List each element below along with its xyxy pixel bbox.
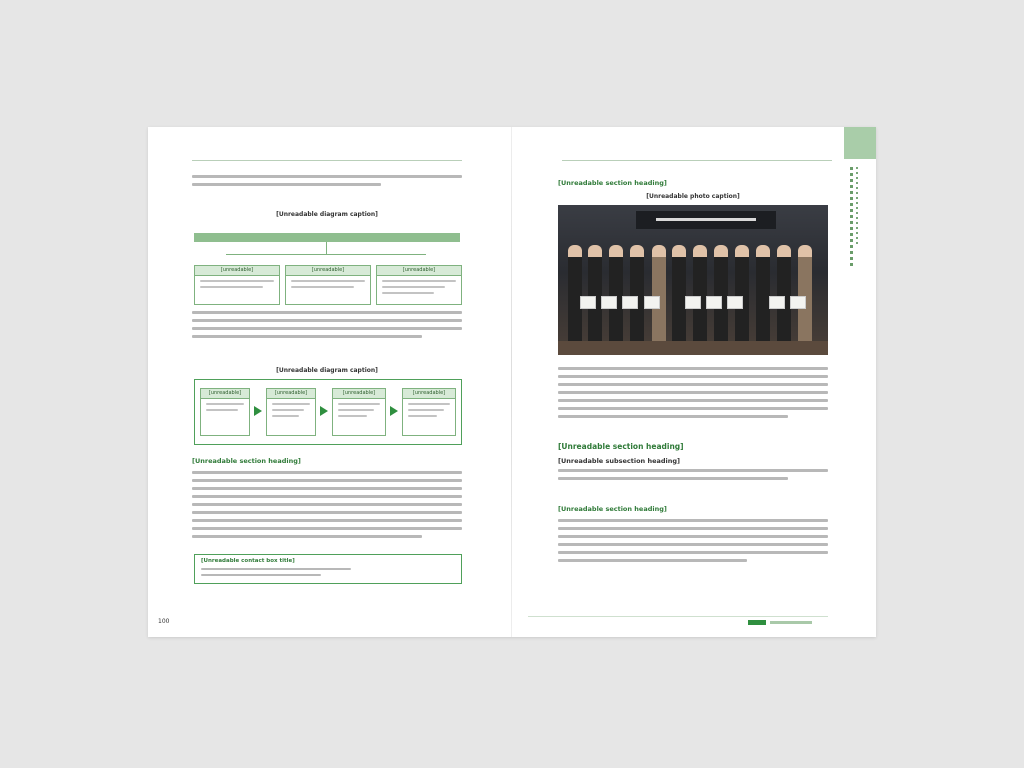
chapter-tab-label — [850, 167, 853, 267]
org-box-3 — [376, 265, 462, 305]
right-body-paragraph-1 — [558, 367, 828, 423]
top-rule — [192, 160, 462, 161]
subsection-heading: [Unreadable subsection heading] — [558, 457, 680, 465]
org-top-bar — [194, 233, 460, 242]
org-connector — [326, 242, 327, 254]
right-body-paragraph-2 — [558, 469, 828, 485]
section-heading-1: [Unreadable section heading] — [558, 179, 667, 187]
org-box-1 — [194, 265, 280, 305]
process-step-2 — [266, 388, 316, 436]
contact-title: [Unreadable contact box title] — [201, 558, 295, 564]
diagram-2-caption: [Unreadable diagram caption] — [276, 367, 378, 374]
diagram-1-caption: [Unreadable diagram caption] — [276, 211, 378, 218]
process-step-title: [unreadable] — [333, 389, 385, 399]
top-rule — [562, 160, 832, 161]
arrow-right-icon — [254, 406, 262, 416]
process-step-title: [unreadable] — [403, 389, 455, 399]
org-box-title: [unreadable] — [286, 266, 370, 276]
body-paragraph-1 — [192, 311, 462, 343]
footer-rule — [528, 616, 828, 617]
section-heading-3: [Unreadable section heading] — [558, 505, 667, 513]
page-number-left: 100 — [158, 618, 170, 625]
right-body-paragraph-3 — [558, 519, 828, 567]
footer-title — [770, 621, 812, 624]
body-paragraph-2 — [192, 471, 462, 543]
left-page — [148, 127, 511, 637]
process-step-title: [unreadable] — [267, 389, 315, 399]
group-photo — [558, 205, 828, 355]
chapter-tab-marker — [844, 127, 876, 159]
footer-logo — [748, 620, 766, 625]
intro-paragraph — [192, 175, 462, 191]
chapter-tab-sublabel — [856, 167, 858, 247]
chapter-side-tab — [844, 127, 876, 637]
process-step-4 — [402, 388, 456, 436]
org-box-title: [unreadable] — [195, 266, 279, 276]
book-spread — [148, 127, 876, 637]
arrow-right-icon — [390, 406, 398, 416]
org-box-2 — [285, 265, 371, 305]
process-step-1 — [200, 388, 250, 436]
org-connector-horizontal — [226, 254, 426, 255]
photo-backdrop-banner — [636, 211, 776, 229]
section-heading-2: [Unreadable section heading] — [558, 442, 684, 451]
section-heading: [Unreadable section heading] — [192, 457, 301, 465]
process-step-title: [unreadable] — [201, 389, 249, 399]
arrow-right-icon — [320, 406, 328, 416]
org-box-title: [unreadable] — [377, 266, 461, 276]
contact-box — [194, 554, 462, 584]
photo-caption: [Unreadable photo caption] — [646, 193, 740, 200]
process-step-3 — [332, 388, 386, 436]
